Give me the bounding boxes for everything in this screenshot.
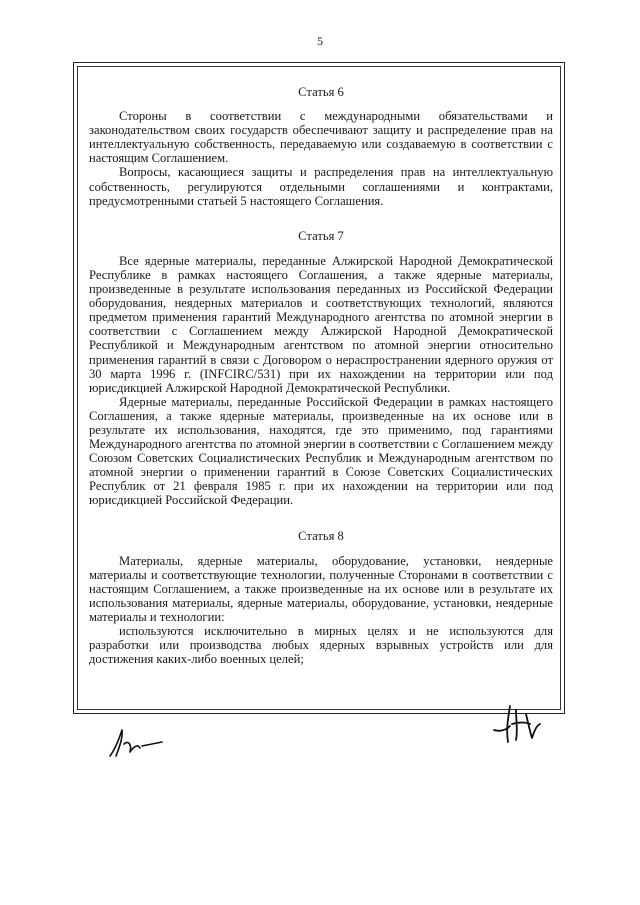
document-body	[89, 85, 553, 666]
article-paragraph: Стороны в соответствии с международными обязательствами и законодательством своих государств обеспечивают защиту и распределение прав на интеллектуальную собственность, передаваемую или создаваемую в соответствии с настоящим Соглашением.	[89, 109, 553, 166]
article-heading: Статья 6	[298, 85, 344, 99]
article-heading: Статья 7	[298, 228, 344, 243]
signature-left	[104, 722, 174, 762]
article-paragraph: Вопросы, касающиеся защиты и распределения прав на интеллектуальную собственность, регулируются отдельными соглашениями и контрактами, предусмотренными статьей 5 настоящего Соглашения.	[89, 165, 553, 208]
signature-right	[486, 700, 546, 748]
article-7	[89, 229, 553, 508]
article-paragraph: используются исключительно в мирных целях и не используются для разработки или производства любых ядерных взрывных устройств или для достижения каких-либо военных целей;	[89, 624, 553, 667]
article-6	[89, 85, 553, 208]
article-8	[89, 529, 553, 667]
article-paragraph: Ядерные материалы, переданные Российской Федерации в рамках настоящего Соглашения, а также ядерные материалы, произведенные на их основе или в результате их использования, находятся, где это применимо, под гарантиями Международного агентства по атомной энергии в соответствии с Соглашением между Союзом Советских Социалистических Республик и Международным агентством по атомной энергии о применении гарантий в Союзе Советских Социалистических Республик от 21 февраля 1985 г. при их нахождении на территории или под юрисдикцией Российской Федерации.	[89, 394, 553, 508]
page-number: 5	[317, 34, 323, 48]
article-heading: Статья 8	[298, 528, 344, 543]
article-paragraph: Все ядерные материалы, переданные Алжирской Народной Демократической Республике в рамках настоящего Соглашения, а также ядерные материалы, произведенные в результате использования переданных из Российской Федерации оборудования, неядерных материалов и соответствующих технологий, являются предметом применения гарантий Международного агентства по атомной энергии в соответствии с Соглашением между Алжирской Народной Демократической Республикой и Международным агентством по атомной энергии относительно применения гарантий в связи с Договором о нераспространении ядерного оружия от 30 марта 1996 г. (INFCIRC/531) при их нахождении на территории или под юрисдикцией Алжирской Народной Демократической Республики.	[89, 253, 553, 395]
article-paragraph: Материалы, ядерные материалы, оборудование, установки, неядерные материалы и соответствующие технологии, полученные Сторонами в соответствии с настоящим Соглашением, а также произведенные на их основе или в результате их использования материалы, ядерные материалы, оборудование, установки, неядерные материалы и технологии:	[89, 553, 553, 624]
